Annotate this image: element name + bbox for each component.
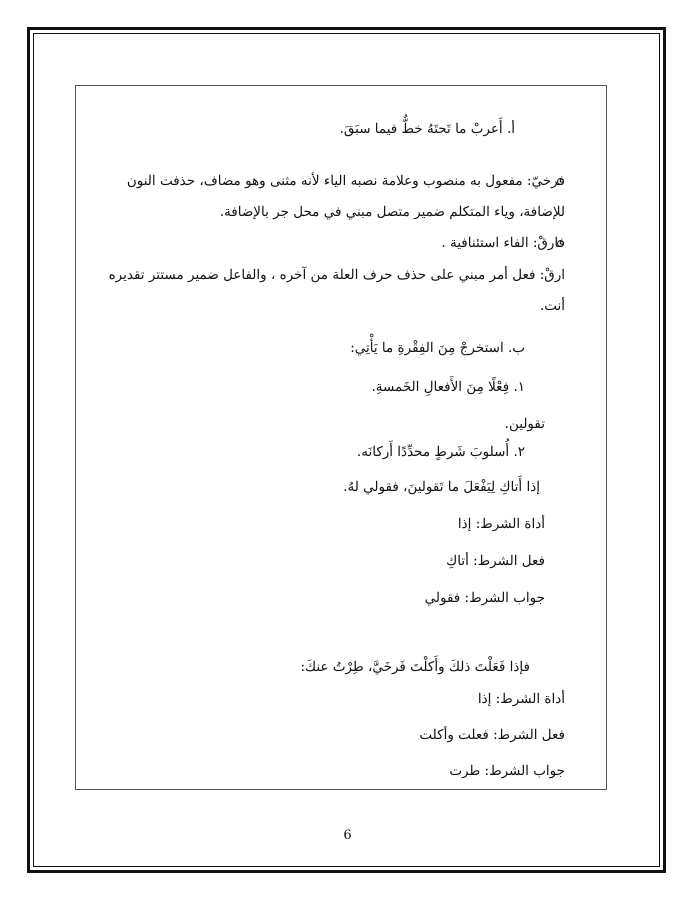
paragraph-line-2: أنت. — [539, 298, 565, 314]
bullet-circle-icon — [557, 178, 564, 185]
item-2-example-2: فإذا فَعَلْتَ ذلكَ وأَكلْتَ فَرخَيَّ، طِرْتُ عنكَ: — [300, 659, 530, 675]
bullet-circle-icon — [557, 240, 564, 247]
bullet-2-text: فارقْ: الفاء استئنافية . — [441, 235, 565, 251]
condition-tool-2: أداة الشرط: إذا — [477, 691, 565, 707]
condition-answer-1: جواب الشرط: فقولي — [424, 590, 545, 606]
section-b-heading: ب. استخرجْ مِنَ الفِقْرةِ ما يَأْتِي: — [350, 340, 525, 356]
paragraph-line-1: ارقْ: فعل أمر مبني على حذف حرف العلة من آخره ، والفاعل ضمير مستتر تقديره — [108, 267, 565, 283]
condition-verb-2: فعل الشرط: فعلت وأكلت — [419, 727, 565, 743]
condition-tool-1: أداة الشرط: إذا — [457, 516, 545, 532]
section-a-heading: أ. أَعربْ ما تَحتَهُ خطٌّ فيما سبَقَ. — [339, 121, 515, 137]
item-2-label: ٢. أُسلوبَ شَرطٍ محدِّدًا أَركانَه. — [356, 444, 525, 460]
condition-answer-2: جواب الشرط: طرت — [449, 763, 565, 779]
item-1-label: ١. فِعْلًا مِنَ الأَفعالِ الخَمسةِ. — [371, 379, 525, 395]
item-1-answer: تقولين. — [504, 416, 545, 432]
item-2-example-1: إذا أَتاكِ لِيَفْعَلَ ما تَقولينَ، فقولي لهُ. — [343, 479, 540, 495]
bullet-1-line-1: فرخيّ: مفعول به منصوب وعلامة نصبه الياء لأنه مثنى وهو مضاف، حذفت النون — [126, 173, 565, 189]
page-number: 6 — [343, 828, 352, 843]
condition-verb-1: فعل الشرط: أتاكِ — [446, 553, 545, 569]
bullet-1-line-2: للإضافة، وياء المتكلم ضمير متصل مبني في محل جر بالإضافة. — [219, 204, 565, 220]
